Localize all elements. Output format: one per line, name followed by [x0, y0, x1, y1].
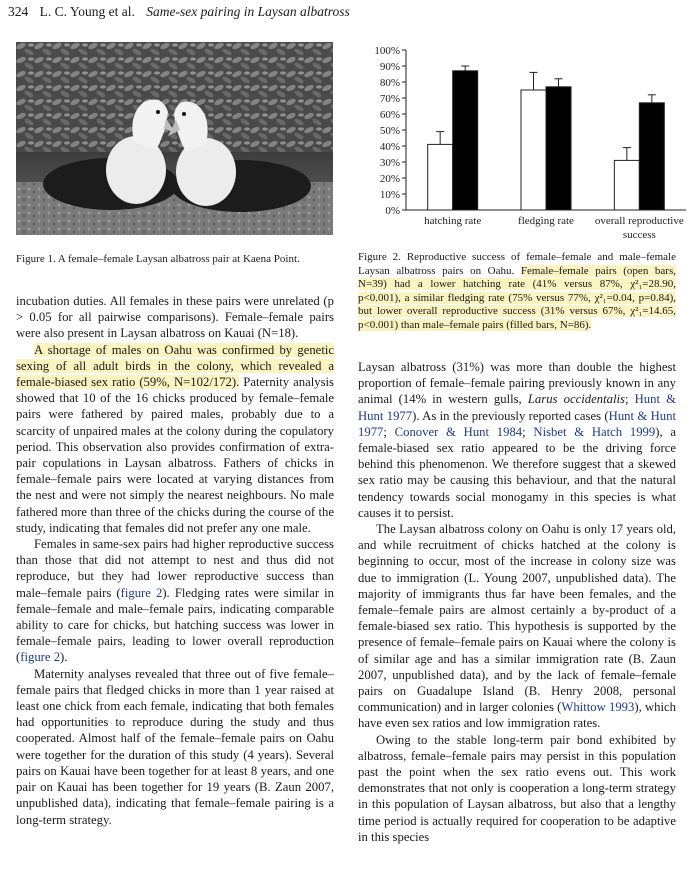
- figure2-caption: [358, 251, 676, 332]
- y-tick-label: 40%: [379, 141, 400, 153]
- bar-filled: [453, 71, 478, 210]
- page-number: 324: [8, 4, 29, 19]
- bar-open: [428, 144, 453, 210]
- authors: L. C. Young et al.: [39, 4, 135, 19]
- citation-link[interactable]: Hunt & Hunt 1977: [358, 408, 677, 439]
- paragraph: Females in same-sex pairs had higher reproductive success than those that did not attempt to nest and thus did not reproduce, but they had lower reproductive success than male–female pairs (figure 2). Fledging rates were similar in female–female and male–female pairs, indicating comparable ability to care for chicks, but hatching success was lower in female–female pairs, leading to lower overall reproduction (figure 2).: [16, 537, 335, 665]
- citation-link[interactable]: Hunt & Hunt 1977: [358, 392, 676, 423]
- figure1-caption: Figure 1. A female–female Laysan albatross pair at Kaena Point.: [16, 253, 300, 265]
- paragraph: A shortage of males on Oahu was confirmed by genetic sexing of all adult birds in the colony, which revealed a female-biased sex ratio (59%, N=102/172). Paternity analysis showed that 10 of the 16 chicks produced by female–female pairs were fathered by paired males, probably due to a scarcity of unpaired males at the colony during the copulatory period. This observation also provides confirmation of extra-pair copulations in Laysan albatross. Fathers of chicks in female–female pairs were located at varying distances from the nest and were not simply the nearest neighbours. No male fathered more than three of the chicks during the course of the study, indicating that females did not prefer any one male.: [16, 342, 334, 535]
- left-column: [16, 293, 334, 828]
- paragraph: Maternity analyses revealed that three out of five female–female pairs that fledged chicks in more than 1 year raised at least one chick from each female, indicating that both females had opportunities to reproduce during the study and thus cooperated. Almost half of the female–female pairs on Oahu were together for the duration of this study (4 years). Several pairs on Kauai have been together for at least 8 years, and one pair on Kauai has been together for 19 years (B. Zaun 2007, unpublished data), indicating that female–female pairing is a long-term strategy.: [16, 666, 334, 827]
- running-header: [8, 4, 350, 20]
- highlighted-sentence: A shortage of males on Oahu was confirmed by genetic sexing of all adult birds in the colony, which revealed a female-biased sex ratio (59%, N=102/172).: [16, 342, 334, 390]
- paragraph: Owing to the stable long-term pair bond exhibited by albatross, female–female pairs may persist in this population past the point when the sex ratio evens out. This work demonstrates that not only is cooperation a long-term strategy in this population of Laysan albatross, but also that a lengthy time period is actually required for cooperation to be adaptive in this species: [358, 732, 676, 844]
- paragraph: Laysan albatross (31%) was more than double the highest proportion of female–female pairing previously known in any animal (14% in western gulls, Larus occidentalis; Hunt & Hunt 1977). As in the previously reported cases (Hunt & Hunt 1977; Conover & Hunt 1984; Nisbet & Hatch 1999), a female-biased sex ratio appeared to be the driving force behind this phenomenon. We therefore suggest that a skewed sex ratio may be causing this behaviour, and that the natural tendency towards social monogamy in this species is what causes it to persist.: [358, 360, 677, 520]
- y-tick-label: 50%: [379, 125, 400, 137]
- y-tick-label: 10%: [379, 189, 400, 201]
- bar-open: [521, 90, 546, 210]
- y-tick-label: 90%: [379, 61, 400, 73]
- y-tick-label: 20%: [379, 173, 400, 185]
- citation-link[interactable]: Whittow 1993: [561, 700, 635, 715]
- albatross-pair-image: [16, 42, 333, 235]
- bar-chart: [350, 42, 690, 242]
- y-tick-label: 30%: [379, 157, 400, 169]
- y-tick-label: 0%: [385, 205, 400, 217]
- figure2-caption-highlight: Female–female pairs (open bars, N=39) had a lower hatching rate (41% versus 87%, χ²₁=28.90, p<0.001), a similar fledging rate (75% versus 77%, χ²₁=0.04, p=0.84), but lower overall reproductive success (31% versus 67%, χ²₁=14.65, p<0.001) than male–female pairs (filled bars, N=86).: [358, 264, 677, 331]
- y-tick-label: 80%: [379, 77, 400, 89]
- bar-open: [614, 160, 639, 210]
- right-column: [358, 359, 676, 845]
- figure2-caption-title: Figure 2. Reproductive success of female–female and male–female Laysan albatross pairs on Oahu.: [358, 251, 676, 277]
- x-tick-label: hatching rate: [424, 215, 482, 227]
- figure-link[interactable]: figure 2: [20, 650, 61, 665]
- short-title: Same-sex pairing in Laysan albatross: [146, 4, 350, 19]
- y-tick-label: 60%: [379, 109, 400, 121]
- bar-filled: [546, 87, 571, 210]
- figure-link[interactable]: figure 2: [120, 585, 163, 600]
- citation-link[interactable]: Nisbet & Hatch 1999: [533, 424, 656, 439]
- y-tick-label: 100%: [374, 45, 400, 57]
- x-tick-label: success: [622, 229, 656, 241]
- x-tick-label: overall reproductive: [594, 215, 684, 227]
- paragraph: incubation duties. All females in these pairs were unrelated (p > 0.05 for all pairwise comparisons). Female–female pairs were also present in Laysan albatross on Kauai (N=18).: [16, 294, 334, 341]
- citation-link[interactable]: Conover & Hunt 1984: [394, 424, 523, 439]
- bar-filled: [639, 103, 664, 210]
- figure1-photo: [16, 42, 333, 235]
- paragraph: The Laysan albatross colony on Oahu is only 17 years old, and while recruitment of chicks hatched at the colony is beginning to occur, most of the increase in colony size was due to immigration (L. Young 2007, unpublished data). The majority of immigrants thus far have been females, and the female–female pairs are almost certainly a by-product of a female-biased sex ratio. This hypothesis is supported by the presence of female–female pairs on Kauai where the colony is of similar age and has a similar immigration rate (B. Zaun 2007, unpublished data), and by the lack of female–female pairs on Guadalupe Island (B. Henry 2008, personal communication) and in larger colonies (Whittow 1993), which have even sex ratios and low immigration rates.: [358, 522, 677, 731]
- figure2-chart: [350, 42, 690, 242]
- y-tick-label: 70%: [379, 93, 400, 105]
- species-name: Larus occidentalis: [527, 392, 625, 407]
- x-tick-label: fledging rate: [518, 215, 574, 227]
